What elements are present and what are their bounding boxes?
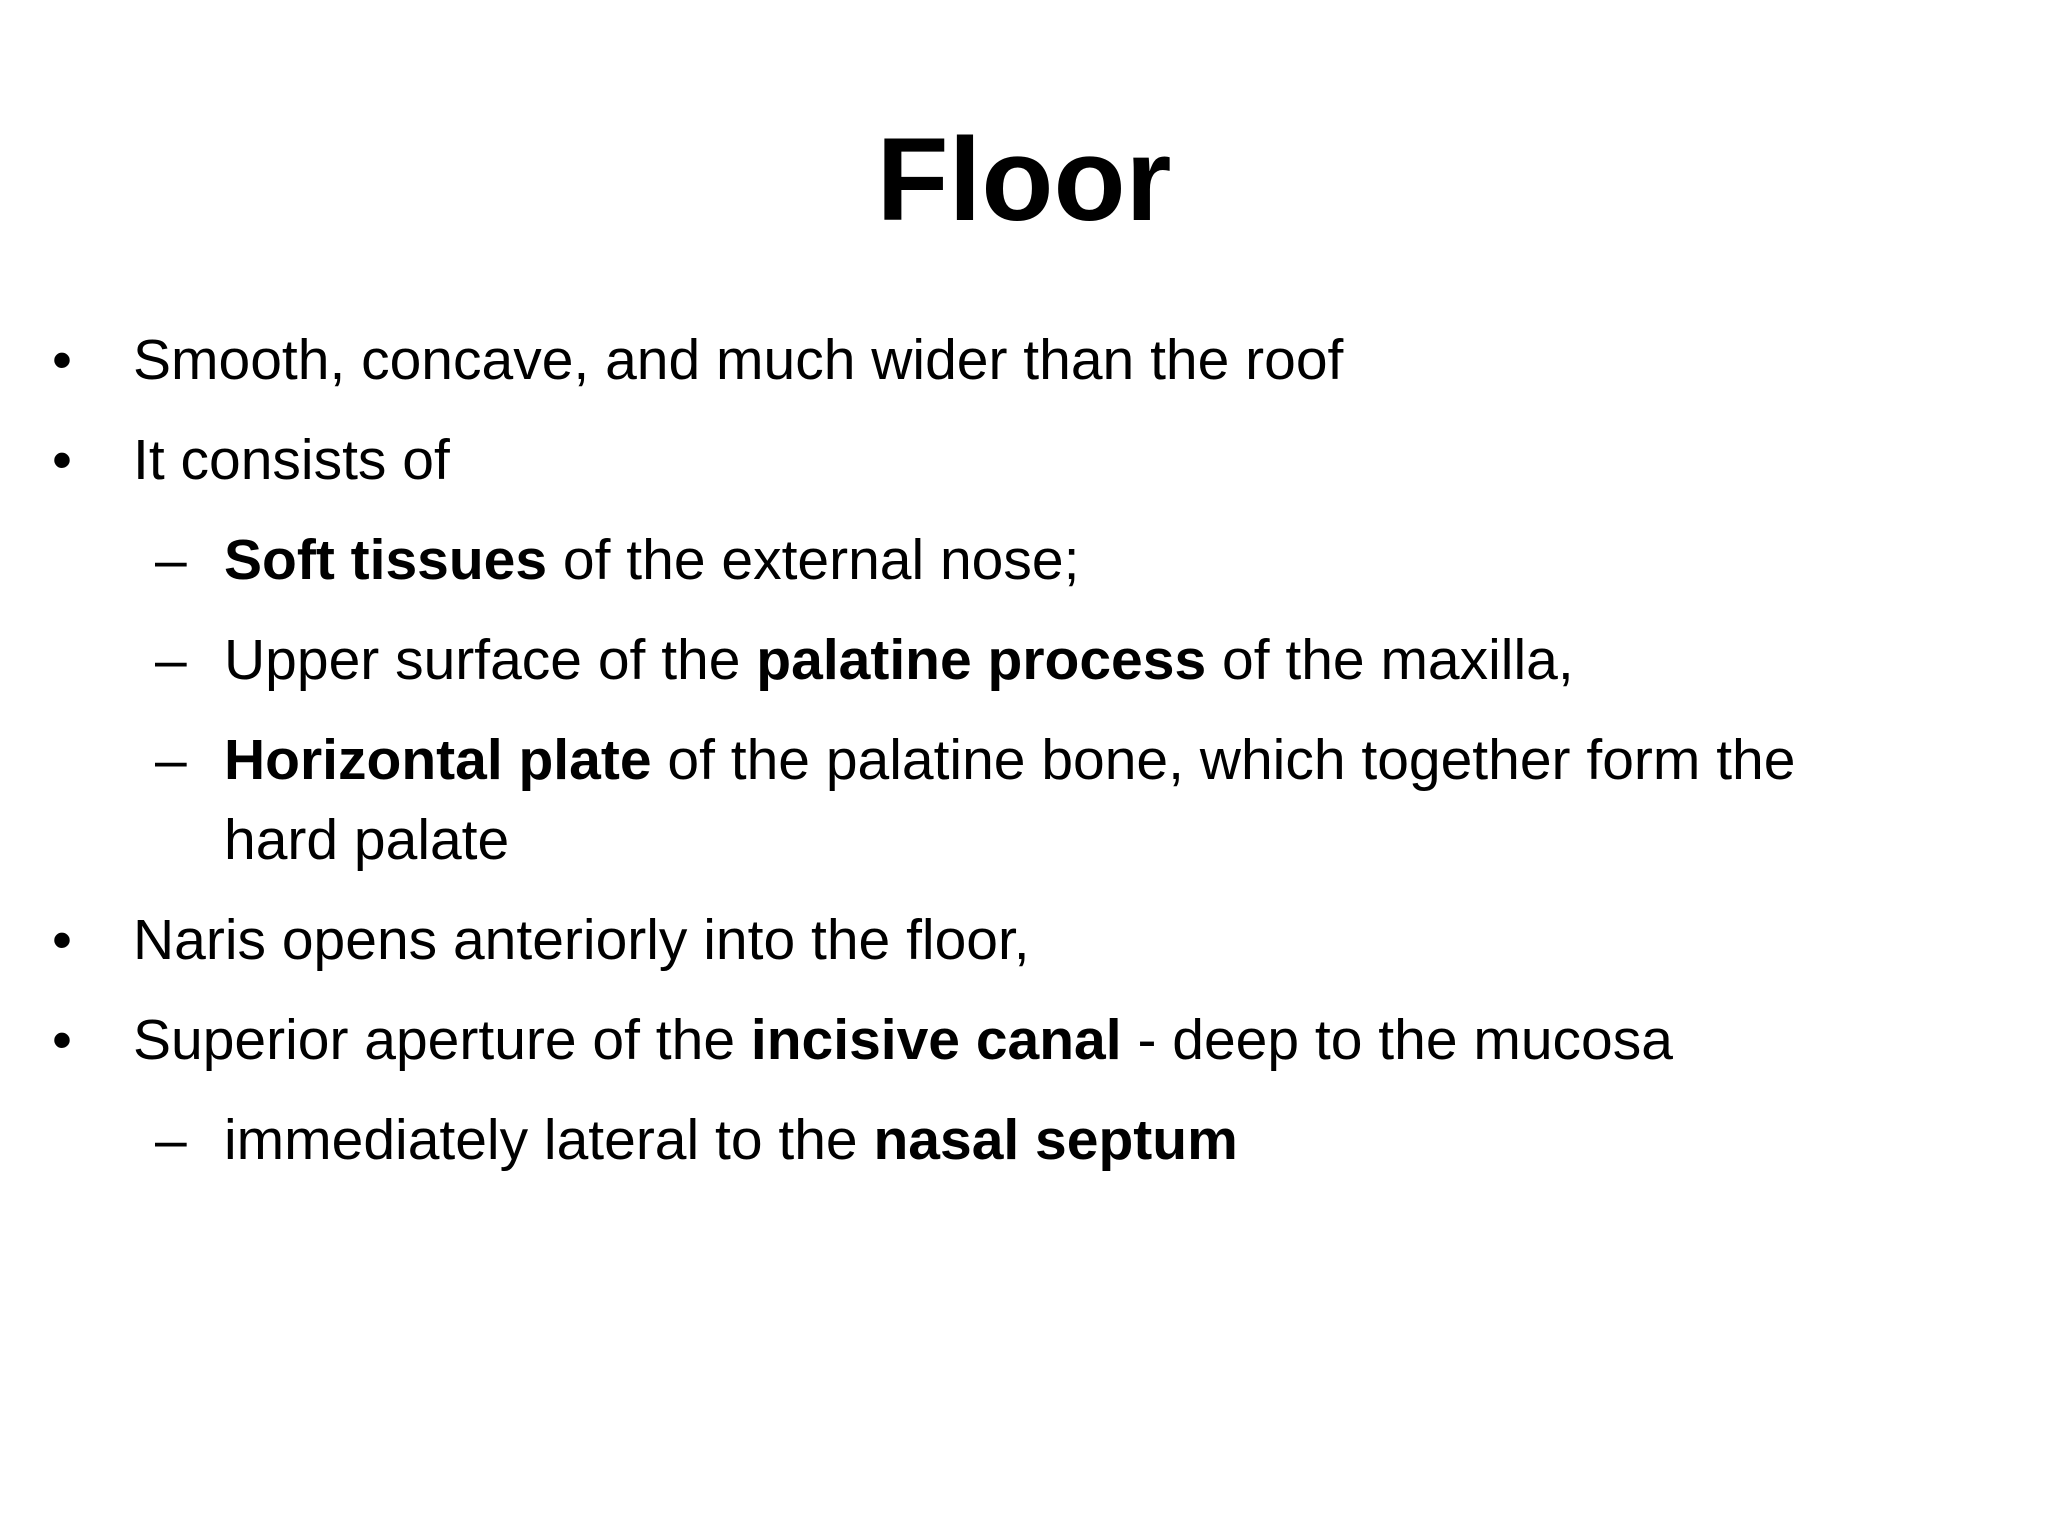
bullet-marker: • [52,1008,72,1072]
bold-term: incisive canal [750,1008,1122,1072]
sub-item-horizontal-plate [224,720,1795,800]
sub-item-text: immediately lateral to the [224,1108,874,1172]
bullet-item-smooth-concave [133,320,1343,400]
sub-item-continuation [224,800,509,880]
bullet-marker: • [52,908,72,972]
sub-item-nasal-septum [224,1100,1238,1180]
sub-item-text: of the maxilla, [1206,628,1574,692]
dash-marker: – [155,528,187,592]
slide-title: Floor [876,114,1172,246]
bullet-text: Smooth, concave, and much wider than the roof [133,328,1344,392]
bullet-marker: • [52,328,72,392]
bullet-text: It consists of [133,428,450,492]
bullet-item-incisive-canal [133,1000,1673,1080]
sub-item-text: Upper surface of the [224,628,757,692]
bold-term: Soft tissues [224,528,548,592]
sub-item-text: of the palatine bone, which together form the [651,728,1796,792]
bold-term: nasal septum [873,1108,1238,1172]
sub-item-text: of the external nose; [547,528,1080,592]
sub-item-soft-tissues [224,520,1079,600]
bullet-marker: • [52,428,72,492]
bullet-item-naris [133,900,1030,980]
dash-marker: – [155,628,187,692]
bullet-item-it-consists-of [133,420,450,500]
bullet-text: Superior aperture of the [133,1008,751,1072]
bold-term: Horizontal plate [224,728,652,792]
sub-item-text: hard palate [224,808,510,872]
dash-marker: – [155,728,187,792]
bullet-text: - deep to the mucosa [1121,1008,1673,1072]
sub-item-palatine-process [224,620,1574,700]
dash-marker: – [155,1108,187,1172]
bold-term: palatine process [756,628,1207,692]
bullet-text: Naris opens anteriorly into the floor, [133,908,1030,972]
